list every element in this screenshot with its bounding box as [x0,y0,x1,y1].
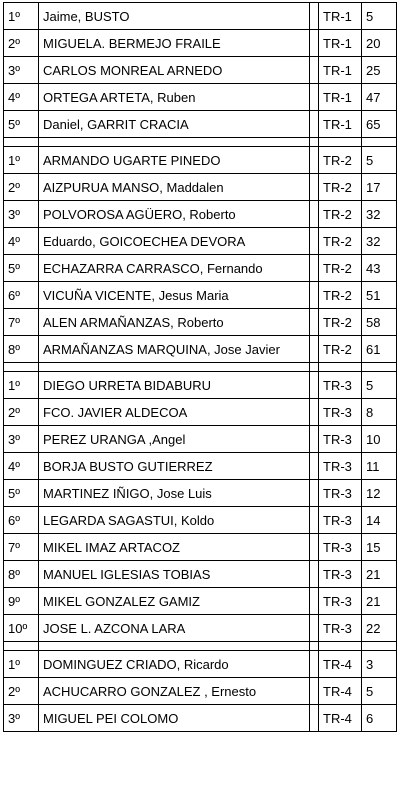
category-cell: TR-4 [319,705,362,732]
position-cell: 9º [4,588,39,615]
separator-cell [362,138,397,147]
position-cell: 5º [4,255,39,282]
table-row [4,3,397,30]
table-row [4,399,397,426]
category-cell: TR-2 [319,147,362,174]
spacer-cell [310,426,319,453]
name-cell: MIKEL GONZALEZ GAMIZ [39,588,310,615]
table-row [4,534,397,561]
spacer-cell [310,228,319,255]
category-cell: TR-1 [319,3,362,30]
position-cell: 8º [4,561,39,588]
spacer-cell [310,678,319,705]
spacer-cell [310,282,319,309]
spacer-cell [310,3,319,30]
category-cell: TR-3 [319,561,362,588]
position-cell: 1º [4,147,39,174]
name-cell: MIGUEL PEI COLOMO [39,705,310,732]
table-row [4,255,397,282]
category-cell: TR-3 [319,426,362,453]
spacer-cell [310,336,319,363]
points-cell: 15 [362,534,397,561]
table-row [4,336,397,363]
points-cell: 32 [362,228,397,255]
spacer-cell [310,615,319,642]
spacer-cell [310,84,319,111]
table-row [4,372,397,399]
points-cell: 12 [362,480,397,507]
category-cell: TR-3 [319,507,362,534]
category-cell: TR-3 [319,588,362,615]
category-cell: TR-3 [319,399,362,426]
separator-cell [4,138,39,147]
name-cell: POLVOROSA AGÜERO, Roberto [39,201,310,228]
table-row [4,678,397,705]
name-cell: CARLOS MONREAL ARNEDO [39,57,310,84]
name-cell: PEREZ URANGA ,Angel [39,426,310,453]
table-row [4,480,397,507]
spacer-cell [310,174,319,201]
spacer-cell [310,534,319,561]
category-cell: TR-1 [319,30,362,57]
spacer-cell [310,111,319,138]
category-cell: TR-4 [319,678,362,705]
category-cell: TR-3 [319,615,362,642]
position-cell: 10º [4,615,39,642]
points-cell: 22 [362,615,397,642]
separator-cell [310,138,319,147]
position-cell: 1º [4,3,39,30]
name-cell: MANUEL IGLESIAS TOBIAS [39,561,310,588]
separator-cell [310,642,319,651]
spacer-cell [310,588,319,615]
name-cell: ARMANDO UGARTE PINEDO [39,147,310,174]
points-cell: 5 [362,147,397,174]
category-cell: TR-2 [319,174,362,201]
table-row [4,561,397,588]
name-cell: ARMAÑANZAS MARQUINA, Jose Javier [39,336,310,363]
position-cell: 4º [4,453,39,480]
spacer-cell [310,30,319,57]
spacer-cell [310,255,319,282]
spacer-cell [310,201,319,228]
name-cell: JOSE L. AZCONA LARA [39,615,310,642]
points-cell: 20 [362,30,397,57]
spacer-cell [310,453,319,480]
spacer-cell [310,309,319,336]
name-cell: FCO. JAVIER ALDECOA [39,399,310,426]
name-cell: MARTINEZ IÑIGO, Jose Luis [39,480,310,507]
table-row [4,615,397,642]
table-row [4,228,397,255]
table-row [4,507,397,534]
points-cell: 51 [362,282,397,309]
points-cell: 10 [362,426,397,453]
points-cell: 61 [362,336,397,363]
separator-cell [362,363,397,372]
separator-cell [310,363,319,372]
separator-cell [362,642,397,651]
table-row [4,705,397,732]
results-table [3,2,397,732]
points-cell: 14 [362,507,397,534]
table-row [4,309,397,336]
name-cell: Daniel, GARRIT CRACIA [39,111,310,138]
name-cell: DIEGO URRETA BIDABURU [39,372,310,399]
category-cell: TR-3 [319,372,362,399]
table-row [4,57,397,84]
position-cell: 4º [4,84,39,111]
table-row [4,84,397,111]
category-cell: TR-3 [319,480,362,507]
group-separator-row [4,363,397,372]
points-cell: 21 [362,588,397,615]
points-cell: 5 [362,678,397,705]
position-cell: 2º [4,399,39,426]
name-cell: VICUÑA VICENTE, Jesus Maria [39,282,310,309]
table-row [4,201,397,228]
category-cell: TR-2 [319,201,362,228]
name-cell: ALEN ARMAÑANZAS, Roberto [39,309,310,336]
category-cell: TR-2 [319,255,362,282]
position-cell: 2º [4,30,39,57]
position-cell: 3º [4,426,39,453]
category-cell: TR-2 [319,282,362,309]
points-cell: 8 [362,399,397,426]
position-cell: 5º [4,480,39,507]
points-cell: 17 [362,174,397,201]
category-cell: TR-4 [319,651,362,678]
table-row [4,282,397,309]
separator-cell [4,642,39,651]
points-cell: 32 [362,201,397,228]
position-cell: 4º [4,228,39,255]
results-table-body [4,3,397,732]
position-cell: 7º [4,309,39,336]
position-cell: 1º [4,651,39,678]
group-separator-row [4,138,397,147]
position-cell: 3º [4,57,39,84]
name-cell: ORTEGA ARTETA, Ruben [39,84,310,111]
category-cell: TR-2 [319,336,362,363]
points-cell: 5 [362,3,397,30]
points-cell: 43 [362,255,397,282]
table-row [4,426,397,453]
category-cell: TR-3 [319,534,362,561]
separator-cell [319,363,362,372]
name-cell: BORJA BUSTO GUTIERREZ [39,453,310,480]
name-cell: DOMINGUEZ CRIADO, Ricardo [39,651,310,678]
position-cell: 8º [4,336,39,363]
spacer-cell [310,651,319,678]
points-cell: 5 [362,372,397,399]
position-cell: 7º [4,534,39,561]
points-cell: 21 [362,561,397,588]
category-cell: TR-2 [319,228,362,255]
spacer-cell [310,480,319,507]
name-cell: Jaime, BUSTO [39,3,310,30]
name-cell: MIKEL IMAZ ARTACOZ [39,534,310,561]
category-cell: TR-3 [319,453,362,480]
position-cell: 3º [4,201,39,228]
points-cell: 65 [362,111,397,138]
separator-cell [39,642,310,651]
position-cell: 6º [4,507,39,534]
table-row [4,147,397,174]
table-row [4,588,397,615]
table-row [4,30,397,57]
category-cell: TR-1 [319,57,362,84]
category-cell: TR-1 [319,84,362,111]
name-cell: ECHAZARRA CARRASCO, Fernando [39,255,310,282]
points-cell: 25 [362,57,397,84]
points-cell: 47 [362,84,397,111]
name-cell: LEGARDA SAGASTUI, Koldo [39,507,310,534]
spacer-cell [310,561,319,588]
position-cell: 1º [4,372,39,399]
spacer-cell [310,57,319,84]
table-row [4,111,397,138]
separator-cell [319,138,362,147]
spacer-cell [310,147,319,174]
points-cell: 11 [362,453,397,480]
points-cell: 3 [362,651,397,678]
position-cell: 3º [4,705,39,732]
category-cell: TR-2 [319,309,362,336]
category-cell: TR-1 [319,111,362,138]
spacer-cell [310,372,319,399]
separator-cell [39,363,310,372]
points-cell: 6 [362,705,397,732]
position-cell: 5º [4,111,39,138]
table-row [4,453,397,480]
separator-cell [39,138,310,147]
points-cell: 58 [362,309,397,336]
name-cell: AIZPURUA MANSO, Maddalen [39,174,310,201]
name-cell: Eduardo, GOICOECHEA DEVORA [39,228,310,255]
table-row [4,174,397,201]
spacer-cell [310,507,319,534]
position-cell: 2º [4,174,39,201]
table-row [4,651,397,678]
name-cell: ACHUCARRO GONZALEZ , Ernesto [39,678,310,705]
position-cell: 6º [4,282,39,309]
separator-cell [319,642,362,651]
spacer-cell [310,399,319,426]
separator-cell [4,363,39,372]
position-cell: 2º [4,678,39,705]
name-cell: MIGUELA. BERMEJO FRAILE [39,30,310,57]
group-separator-row [4,642,397,651]
spacer-cell [310,705,319,732]
